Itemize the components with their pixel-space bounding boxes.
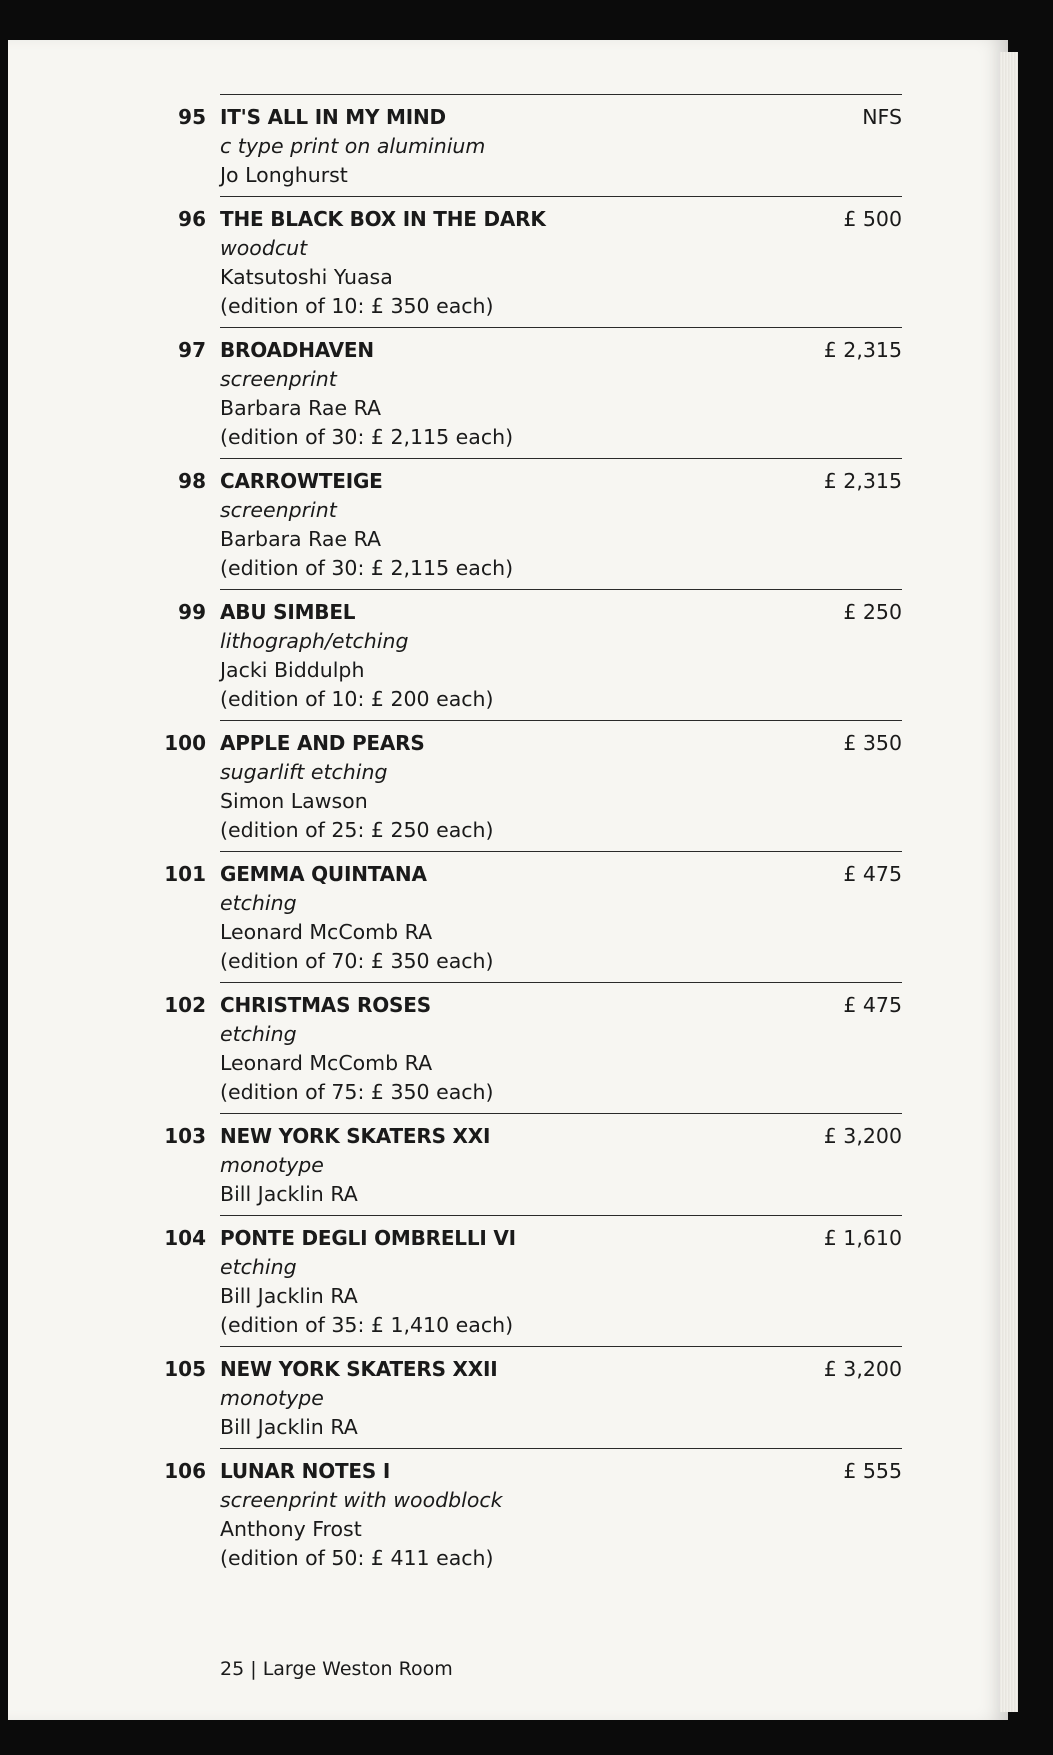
entry-number: 100	[164, 731, 206, 755]
entry-medium: screenprint	[220, 367, 337, 391]
room-name: Large Weston Room	[262, 1658, 453, 1680]
entry-number: 95	[178, 105, 206, 129]
entry-artist: Leonard McComb RA	[220, 920, 433, 944]
entry-medium: lithograph/etching	[220, 629, 409, 653]
entry-artist: Jo Longhurst	[220, 163, 348, 187]
entry-number: 101	[164, 862, 206, 886]
entry-medium: etching	[220, 891, 297, 915]
entry-medium: screenprint with woodblock	[220, 1488, 503, 1512]
entry-title: GEMMA QUINTANA	[220, 862, 427, 886]
entry-title: BROADHAVEN	[220, 338, 374, 362]
entry-price: £ 3,200	[823, 1357, 902, 1381]
entry-artist: Simon Lawson	[220, 789, 368, 813]
page-footer	[220, 1656, 453, 1682]
entry-edition: (edition of 35: £ 1,410 each)	[220, 1313, 514, 1337]
entry-edition: (edition of 70: £ 350 each)	[220, 949, 494, 973]
entry-edition: (edition of 10: £ 200 each)	[220, 687, 494, 711]
entry-medium: etching	[220, 1255, 297, 1279]
catalogue-entry	[178, 589, 902, 720]
entry-title: IT'S ALL IN MY MIND	[220, 105, 446, 129]
entry-medium: screenprint	[220, 498, 337, 522]
entry-artist: Bill Jacklin RA	[220, 1284, 358, 1308]
catalogue-list	[160, 94, 902, 1579]
entry-price: £ 475	[843, 862, 902, 886]
entry-title: APPLE AND PEARS	[220, 731, 425, 755]
entry-number: 99	[178, 600, 206, 624]
footer-separator: |	[250, 1658, 257, 1680]
entry-title: NEW YORK SKATERS XXII	[220, 1357, 498, 1381]
entry-edition: (edition of 30: £ 2,115 each)	[220, 556, 514, 580]
entry-artist: Bill Jacklin RA	[220, 1415, 358, 1439]
entry-price: £ 475	[843, 993, 902, 1017]
entry-number: 105	[164, 1357, 206, 1381]
catalogue-entry	[164, 1346, 902, 1448]
catalogue-entry	[178, 196, 902, 327]
entry-medium: c type print on aluminium	[220, 134, 486, 158]
entry-artist: Leonard McComb RA	[220, 1051, 433, 1075]
entry-title: CHRISTMAS ROSES	[220, 993, 431, 1017]
page-number: 25	[220, 1658, 245, 1680]
entry-price: £ 555	[843, 1459, 902, 1483]
catalogue-entry	[178, 327, 902, 458]
entry-artist: Anthony Frost	[220, 1517, 362, 1541]
entry-artist: Barbara Rae RA	[220, 396, 382, 420]
entry-medium: etching	[220, 1022, 297, 1046]
entry-medium: sugarlift etching	[220, 760, 388, 784]
entry-medium: monotype	[220, 1153, 324, 1177]
entry-title: THE BLACK BOX IN THE DARK	[220, 207, 546, 231]
entry-title: CARROWTEIGE	[220, 469, 383, 493]
entry-number: 96	[178, 207, 206, 231]
entry-number: 102	[164, 993, 206, 1017]
catalogue-entry	[164, 1113, 902, 1215]
catalogue-entry	[164, 851, 902, 982]
entry-edition: (edition of 30: £ 2,115 each)	[220, 425, 514, 449]
catalogue-entry	[178, 458, 902, 589]
entry-edition: (edition of 50: £ 411 each)	[220, 1546, 494, 1570]
entry-price: £ 2,315	[823, 469, 902, 493]
catalogue-entry	[164, 1215, 902, 1346]
entry-number: 106	[164, 1459, 206, 1483]
entry-artist: Katsutoshi Yuasa	[220, 265, 393, 289]
entry-edition: (edition of 75: £ 350 each)	[220, 1080, 494, 1104]
entry-edition: (edition of 25: £ 250 each)	[220, 818, 494, 842]
entry-medium: monotype	[220, 1386, 324, 1410]
entry-number: 98	[178, 469, 206, 493]
catalogue-entry	[164, 720, 902, 851]
entry-price: £ 1,610	[823, 1226, 902, 1250]
entry-price: £ 500	[843, 207, 902, 231]
entry-price: NFS	[862, 105, 902, 129]
entry-edition: (edition of 10: £ 350 each)	[220, 294, 494, 318]
entry-artist: Bill Jacklin RA	[220, 1182, 358, 1206]
page-edge	[1000, 52, 1018, 1712]
entry-title: LUNAR NOTES I	[220, 1459, 391, 1483]
entry-number: 103	[164, 1124, 206, 1148]
entry-number: 104	[164, 1226, 206, 1250]
entry-title: NEW YORK SKATERS XXI	[220, 1124, 491, 1148]
entry-number: 97	[178, 338, 206, 362]
entry-medium: woodcut	[220, 236, 308, 260]
catalogue-entry	[164, 982, 902, 1113]
entry-price: £ 350	[843, 731, 902, 755]
entry-title: PONTE DEGLI OMBRELLI VI	[220, 1226, 516, 1250]
entry-price: £ 3,200	[823, 1124, 902, 1148]
entry-artist: Jacki Biddulph	[220, 658, 365, 682]
entry-artist: Barbara Rae RA	[220, 527, 382, 551]
catalogue-entry	[164, 1448, 902, 1579]
entry-title: ABU SIMBEL	[220, 600, 356, 624]
catalogue-entry	[178, 94, 902, 196]
entry-price: £ 250	[843, 600, 902, 624]
entry-price: £ 2,315	[823, 338, 902, 362]
